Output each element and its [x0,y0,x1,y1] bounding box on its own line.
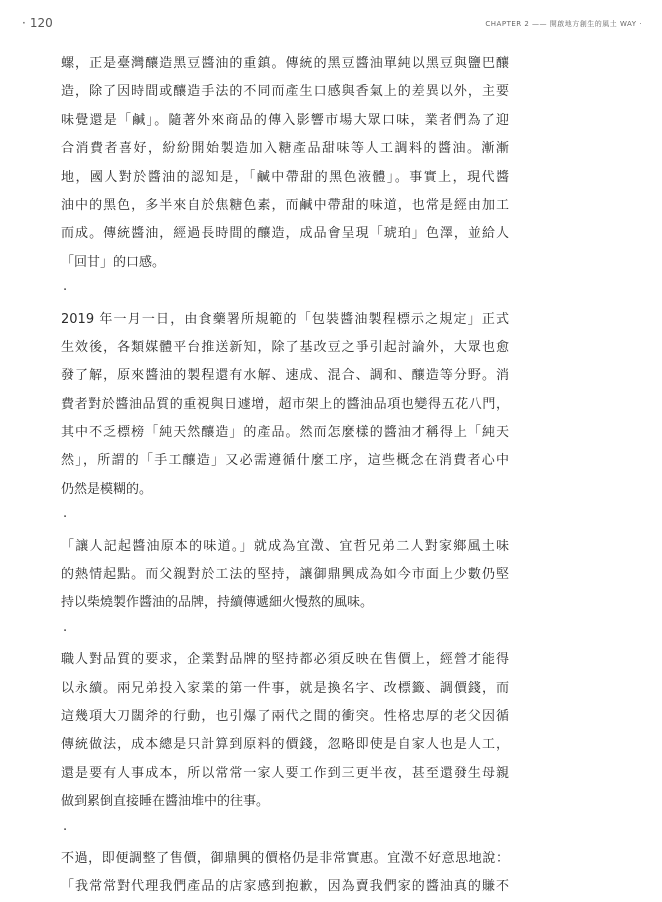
paragraph [61,50,509,277]
text-line: 生效後，各類媒體平台推送新知，除了基改豆之爭引起討論外，大眾也愈 [61,339,509,355]
text-line: 造，除了因時間或釀造手法的不同而產生口感與香氣上的差異以外，主要 [61,84,509,100]
text-line: 味覺還是「鹹」。隨著外來商品的傳入影響市場大眾口味，業者們為了迎 [61,112,509,128]
text-line: 職人對品質的要求，企業對品牌的堅持都必須反映在售價上，經營才能得 [61,652,509,668]
paragraph [61,646,509,816]
text-line: 以永續。兩兄弟投入家業的第一件事，就是換名字、改標籤、調價錢，而 [61,680,509,696]
section-separator: · [63,822,68,838]
text-line: 的熱情起點。而父親對於工法的堅持，讓御鼎興成為如今市面上少數仍堅 [61,567,509,583]
text-line: 而成。傳統醬油，經過長時間的釀造，成品會呈現「琥珀」色澤，並給人 [61,226,509,242]
body-text [61,50,509,902]
section-separator: · [63,283,68,299]
section-separator: · [63,510,68,526]
text-line: 其中不乏標榜「純天然釀造」的產品。然而怎麼樣的醬油才稱得上「純天 [61,425,509,441]
text-line: 「回甘」的口感。 [61,254,166,270]
section-separator: · [63,623,68,639]
text-line: 這幾項大刀闊斧的行動，也引爆了兩代之間的衝突。性格忠厚的老父因循 [61,708,509,724]
running-head: CHAPTER 2 —— 開啟地方創生的風土 WAY · [485,20,642,28]
page-number-value: 120 [29,16,53,30]
text-line: 持以柴燒製作醬油的品牌，持續傳遞細火慢熬的風味。 [61,595,374,611]
text-line: 費者對於醬油品質的重視與日遽增，超市架上的醬油品項也變得五花八門， [61,396,509,412]
text-line: 地，國人對於醬油的認知是，「鹹中帶甜的黑色液體」。事實上，現代醬 [61,169,509,185]
text-line: 螺，正是臺灣釀造黑豆醬油的重鎮。傳統的黑豆醬油單純以黑豆與鹽巴釀 [61,56,509,71]
text-line: 發了解，原來醬油的製程還有水解、速成、混合、調和、釀造等分野。消 [61,368,509,384]
text-line: 還是要有人事成本，所以常常一家人要工作到三更半夜，甚至還發生母親 [61,765,509,781]
paragraph [61,845,509,902]
text-line: 傳統做法，成本總是只計算到原料的價錢，忽略即使是自家人也是人工， [61,737,509,753]
text-line: 不過，即便調整了售價，御鼎興的價格仍是非常實惠。宜澂不好意思地說： [61,850,509,866]
text-line: 油中的黑色，多半來自於焦糖色素，而鹹中帶甜的味道，也常是經由加工 [61,197,509,213]
page-marker: · [22,16,26,30]
text-line: 仍然是模糊的。 [61,481,153,497]
text-line: 2019 年一月一日，由食藥署所規範的「包裝醬油製程標示之規定」正式 [61,311,509,327]
page-number [22,16,53,30]
text-line: 「我常常對代理我們產品的店家感到抱歉，因為賣我們家的醬油真的賺不 [61,879,509,895]
text-line: 「讓人記起醬油原本的味道。」就成為宜澂、宜哲兄弟二人對家鄉風土味 [61,538,509,554]
paragraph [61,533,509,618]
text-line: 做到累倒直接睡在醬油堆中的往事。 [61,794,270,810]
text-line: 然」，所謂的「手工釀造」又必需遵循什麼工序，這些概念在消費者心中 [61,453,509,469]
text-line: 合消費者喜好，紛紛開始製造加入糖產品甜味等人工調料的醬油。漸漸 [61,141,509,157]
paragraph [61,306,509,505]
